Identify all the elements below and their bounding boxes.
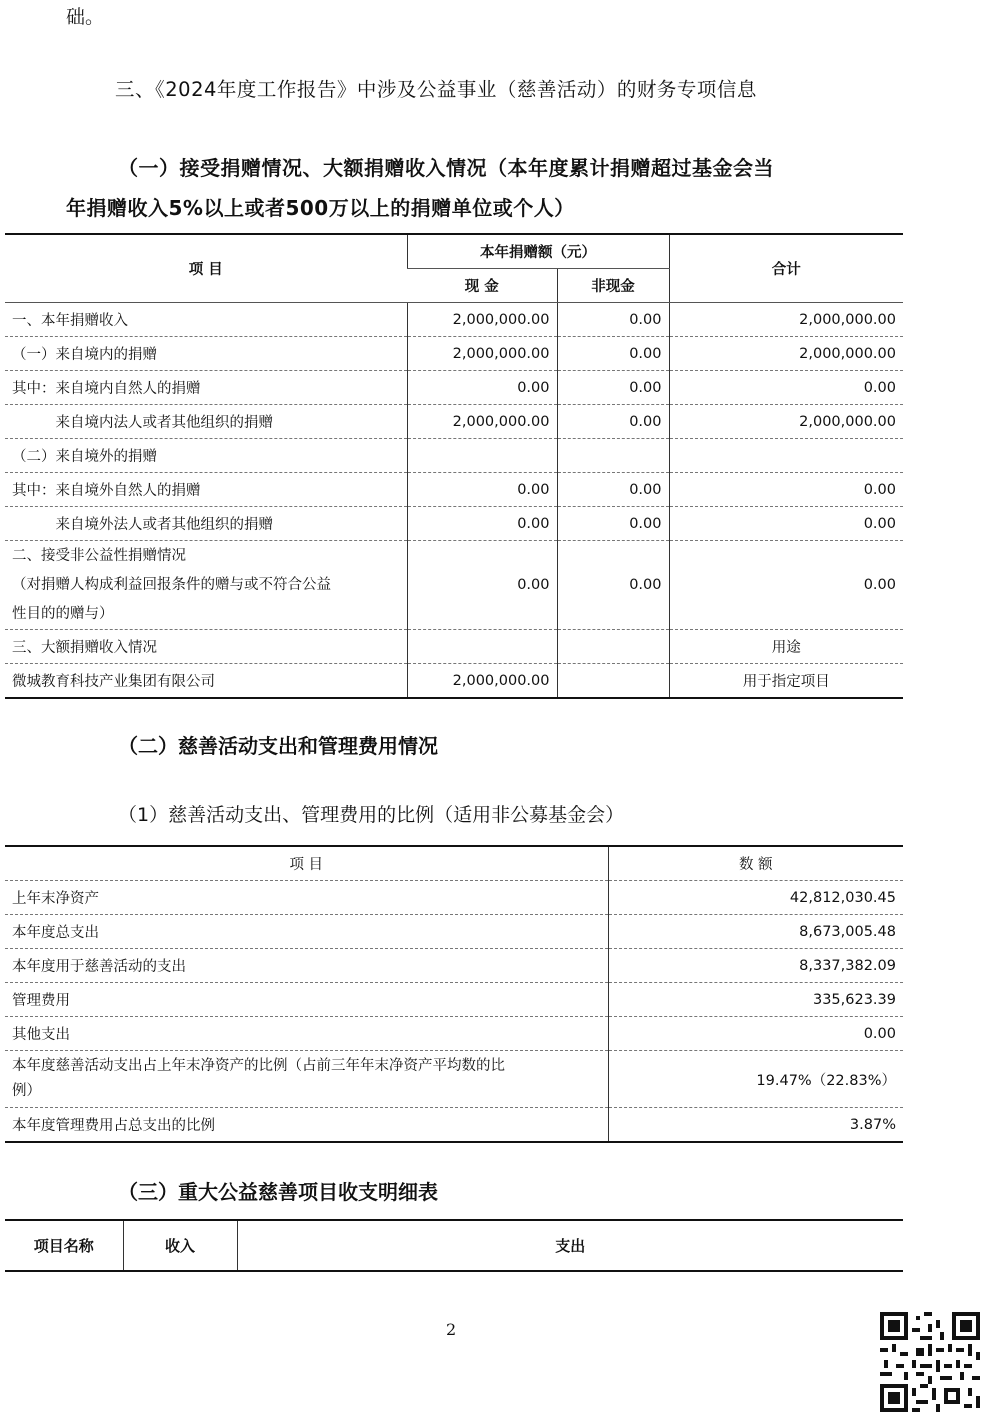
- nonpublic-line3: 性目的的赠与）: [12, 605, 114, 622]
- noncash-cell: 0.00: [557, 473, 669, 507]
- total-cell: 0.00: [669, 507, 903, 541]
- cash-cell: 2,000,000.00: [407, 303, 557, 337]
- table-row: [5, 664, 903, 699]
- table-row: [5, 337, 903, 371]
- total-cell: 2,000,000.00: [669, 303, 903, 337]
- noncash-cell: [557, 439, 669, 473]
- noncash-cell: 0.00: [557, 303, 669, 337]
- row-label: 管理费用: [5, 983, 608, 1017]
- nonpublic-line2: （对捐赠人构成利益回报条件的赠与或不符合公益: [12, 576, 331, 593]
- total-cell: 0.00: [669, 473, 903, 507]
- subsection-2-subtitle: （1）慈善活动支出、管理费用的比例（适用非公募基金会）: [118, 804, 625, 826]
- header-expense: 支出: [237, 1220, 903, 1271]
- table-row: [5, 949, 903, 983]
- value-cell: 8,337,382.09: [608, 949, 903, 983]
- cash-cell: 2,000,000.00: [407, 664, 557, 699]
- cash-cell: 0.00: [407, 473, 557, 507]
- header-item: 项 目: [5, 234, 407, 303]
- table-row: [5, 630, 903, 664]
- table-row: [5, 371, 903, 405]
- donation-table: [5, 233, 903, 699]
- header-total: 合计: [669, 234, 903, 303]
- row-label: 其他支出: [5, 1017, 608, 1051]
- noncash-cell: 0.00: [557, 507, 669, 541]
- row-label: （二）来自境外的捐赠: [5, 439, 407, 473]
- table-row: [5, 983, 903, 1017]
- noncash-cell: 0.00: [557, 541, 669, 630]
- qr-code-icon: [880, 1312, 980, 1412]
- row-label: 一、本年捐赠收入: [5, 303, 407, 337]
- cash-cell: [407, 439, 557, 473]
- subsection-2-title: （二）慈善活动支出和管理费用情况: [118, 734, 438, 758]
- cash-cell: 0.00: [407, 371, 557, 405]
- total-cell: [669, 439, 903, 473]
- noncash-cell: 0.00: [557, 371, 669, 405]
- purpose-cell: 用于指定项目: [669, 664, 903, 699]
- total-cell: 2,000,000.00: [669, 337, 903, 371]
- page-number: 2: [446, 1320, 457, 1339]
- row-label: 来自境外法人或者其他组织的捐赠: [5, 507, 407, 541]
- ratio-line1: 本年度慈善活动支出占上年末净资产的比例（占前三年年末净资产平均数的比: [12, 1058, 505, 1074]
- row-label: [5, 541, 407, 630]
- row-label: 本年度管理费用占总支出的比例: [5, 1108, 608, 1143]
- table-row: [5, 473, 903, 507]
- cash-cell: 0.00: [407, 507, 557, 541]
- header-income: 收入: [123, 1220, 237, 1271]
- table-row: [5, 507, 903, 541]
- table-row: [5, 1108, 903, 1143]
- value-cell: 19.47%（22.83%）: [608, 1051, 903, 1108]
- nonpublic-line1: 二、接受非公益性捐赠情况: [12, 547, 186, 564]
- table-row: [5, 881, 903, 915]
- value-cell: 42,812,030.45: [608, 881, 903, 915]
- empty-cell: [407, 630, 557, 664]
- continued-text: 础。: [66, 6, 105, 28]
- empty-cell: [557, 664, 669, 699]
- donor-name: 微城教育科技产业集团有限公司: [5, 664, 407, 699]
- row-label: 来自境内法人或者其他组织的捐赠: [5, 405, 407, 439]
- empty-cell: [557, 630, 669, 664]
- noncash-cell: 0.00: [557, 405, 669, 439]
- cash-cell: 0.00: [407, 541, 557, 630]
- subsection-3-title: （三）重大公益慈善项目收支明细表: [118, 1180, 438, 1204]
- header-project-name: 项目名称: [33, 1237, 94, 1255]
- ratio-line2: 例）: [12, 1083, 41, 1099]
- header-item: 项 目: [5, 846, 608, 881]
- row-label: 其中：来自境内自然人的捐赠: [5, 371, 407, 405]
- table-row: [5, 439, 903, 473]
- value-cell: 3.87%: [608, 1108, 903, 1143]
- table-row: [5, 1051, 903, 1108]
- subsection-1-title: [66, 148, 908, 228]
- header-cash: 现 金: [407, 269, 557, 303]
- table-row-nonpublic: [5, 541, 903, 630]
- table-row: [5, 303, 903, 337]
- table-row: [5, 915, 903, 949]
- row-label: 上年末净资产: [5, 881, 608, 915]
- value-cell: 0.00: [608, 1017, 903, 1051]
- cash-cell: 2,000,000.00: [407, 405, 557, 439]
- row-label: 三、大额捐赠收入情况: [5, 630, 407, 664]
- section-heading: 三、《2024年度工作报告》中涉及公益事业（慈善活动）的财务专项信息: [115, 78, 757, 101]
- row-label: 其中：来自境外自然人的捐赠: [5, 473, 407, 507]
- total-cell: 2,000,000.00: [669, 405, 903, 439]
- total-cell: 0.00: [669, 371, 903, 405]
- cash-cell: 2,000,000.00: [407, 337, 557, 371]
- row-label: 本年度总支出: [5, 915, 608, 949]
- header-noncash: 非现金: [557, 269, 669, 303]
- value-cell: 335,623.39: [608, 983, 903, 1017]
- row-label: （一）来自境内的捐赠: [5, 337, 407, 371]
- total-cell: 0.00: [669, 541, 903, 630]
- row-label: 本年度用于慈善活动的支出: [5, 949, 608, 983]
- project-detail-table: [5, 1219, 903, 1272]
- header-amount: 数 额: [608, 846, 903, 881]
- subsection-1-title-line2: 年捐赠收入5%以上或者500万以上的捐赠单位或个人）: [66, 196, 575, 220]
- table-row: [5, 405, 903, 439]
- expense-ratio-table: [5, 845, 903, 1143]
- header-donation: 本年捐赠额（元）: [407, 234, 669, 269]
- subsection-1-title-line1: （一）接受捐赠情况、大额捐赠收入情况（本年度累计捐赠超过基金会当: [118, 156, 774, 180]
- value-cell: 8,673,005.48: [608, 915, 903, 949]
- table-row: [5, 1017, 903, 1051]
- noncash-cell: 0.00: [557, 337, 669, 371]
- purpose-header: 用途: [669, 630, 903, 664]
- row-label: [5, 1051, 608, 1108]
